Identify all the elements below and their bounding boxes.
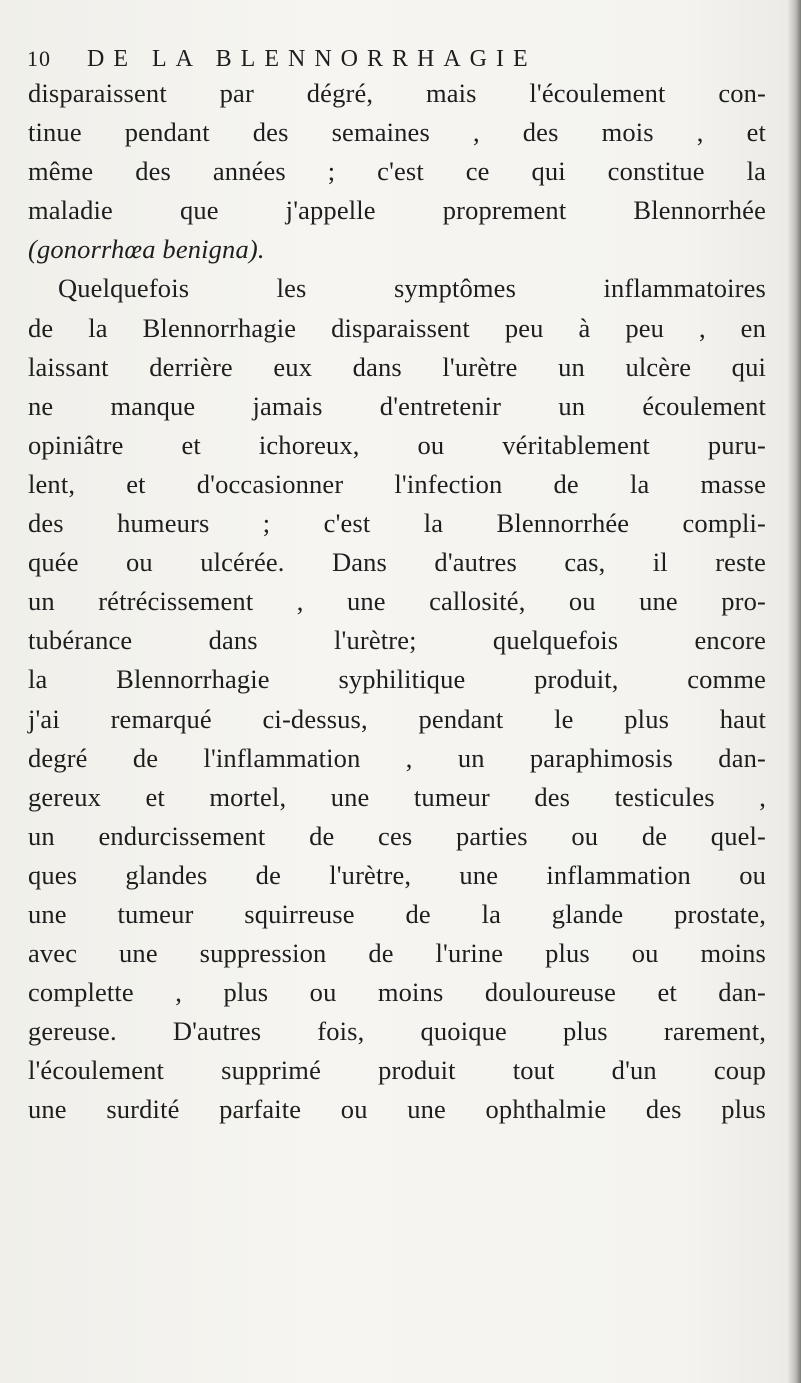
text-line: la Blennorrhagie syphilitique produit, comme (28, 664, 766, 695)
text-line: ne manque jamais d'entretenir un écoulement (28, 390, 766, 421)
text-line: des humeurs ; c'est la Blennorrhée compli- (28, 508, 766, 539)
body-text (28, 74, 766, 1130)
text-line: une tumeur squirreuse de la glande prostate, (28, 898, 766, 929)
page-number: 10 (27, 46, 51, 71)
text-line: avec une suppression de l'urine plus ou moins (28, 938, 766, 969)
page-edge-shadow (787, 0, 801, 1383)
text-line: laissant derrière eux dans l'urètre un ulcère qui (28, 351, 766, 382)
text-line: lent, et d'occasionner l'infection de la masse (28, 468, 766, 499)
text-line: tinue pendant des semaines , des mois , et (28, 117, 766, 148)
text-line: une surdité parfaite ou une ophthalmie des plus (28, 1094, 766, 1125)
text-line: j'ai remarqué ci-dessus, pendant le plus haut (28, 703, 766, 734)
text-line: même des années ; c'est ce qui constitue la (28, 156, 766, 187)
text-line: un rétrécissement , une callosité, ou une pro- (28, 586, 766, 617)
text-line: maladie que j'appelle proprement Blennorrhée (28, 195, 766, 226)
text-line: ques glandes de l'urètre, une inflammation ou (28, 859, 766, 890)
text-line: tubérance dans l'urètre; quelquefois encore (28, 625, 766, 656)
text-line: quée ou ulcérée. Dans d'autres cas, il reste (28, 547, 766, 578)
text-line: gereux et mortel, une tumeur des testicules , (28, 781, 766, 812)
text-line: opiniâtre et ichoreux, ou véritablement puru- (28, 429, 766, 460)
text-line: de la Blennorrhagie disparaissent peu à peu , en (28, 312, 766, 343)
running-head-title: DE LA BLENNORRHAGIE (87, 46, 537, 72)
text-line: l'écoulement supprimé produit tout d'un coup (28, 1055, 766, 1086)
text-line: complette , plus ou moins douloureuse et dan- (28, 977, 766, 1008)
text-line-paragraph-start: Quelquefois les symptômes inflammatoires (58, 273, 766, 304)
text-line: disparaissent par dégré, mais l'écoulement con- (28, 78, 766, 108)
text-line: gereuse. D'autres fois, quoique plus rarement, (28, 1016, 766, 1047)
text-line-latin-term: (gonorrhœa benigna). (28, 234, 265, 265)
text-line: un endurcissement de ces parties ou de quel- (28, 820, 766, 851)
text-line: degré de l'inflammation , un paraphimosis dan- (28, 742, 766, 773)
